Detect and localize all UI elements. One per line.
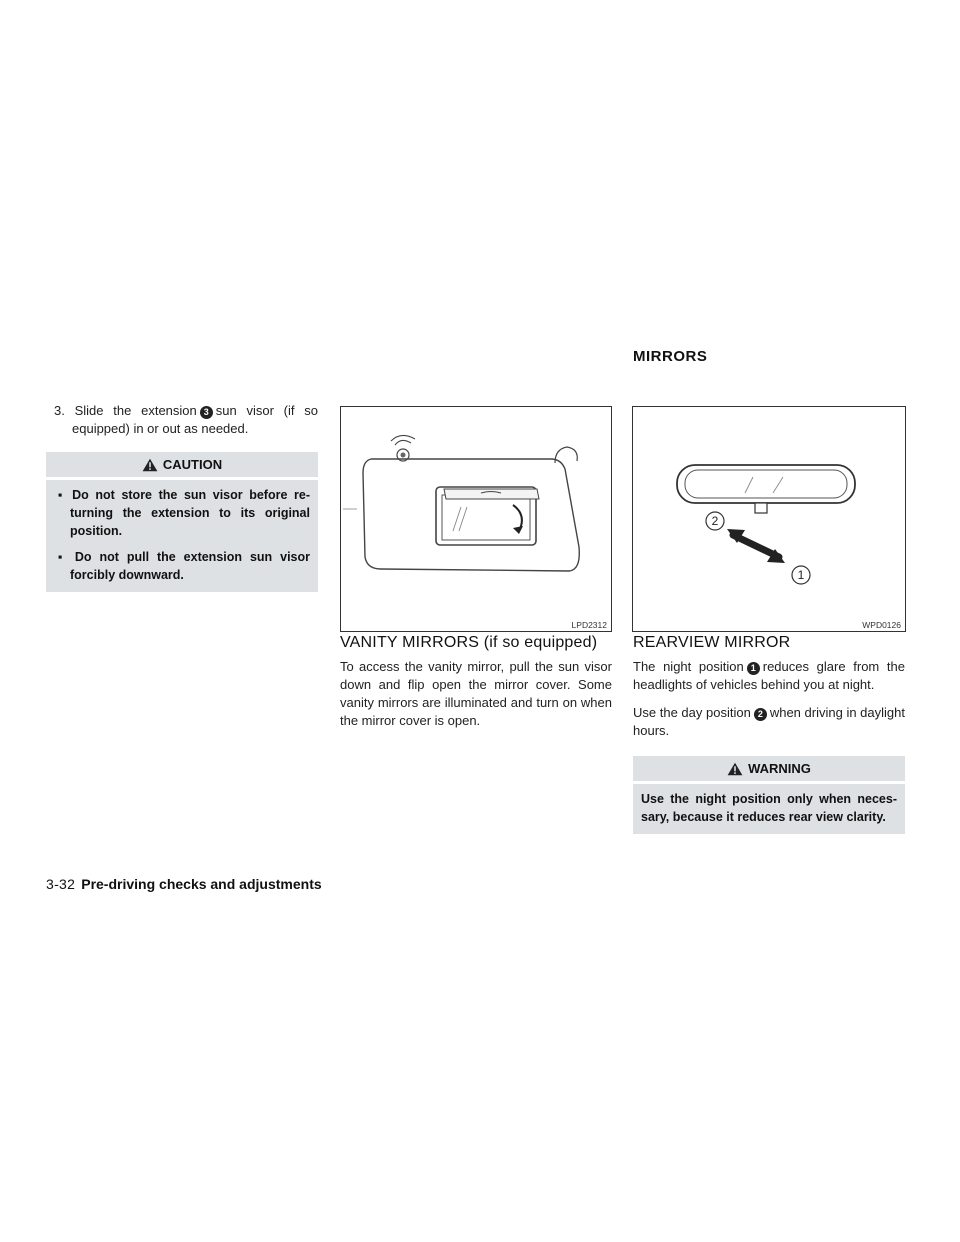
step-text-after: sun visor (if so equipped) in or out as needed. xyxy=(72,403,318,436)
sun-visor-illustration xyxy=(341,407,611,631)
figure-label-1: 1 xyxy=(797,568,805,582)
step-text-before: Slide the extension xyxy=(74,403,197,418)
vanity-text-block xyxy=(340,658,612,740)
warning-body xyxy=(633,781,905,834)
caution-title: CAUTION xyxy=(162,457,223,472)
caution-item: ▪ Do not pull the extension sun visor forcibly downward. xyxy=(58,550,310,582)
callout-1-icon: 1 xyxy=(747,662,760,675)
figure-code: LPD2312 xyxy=(571,620,607,630)
rearview-paragraph-1: The night position 1 reduces glare from the headlights of vehicles behind you at night. xyxy=(633,659,905,692)
figure-code: WPD0126 xyxy=(862,620,901,630)
vanity-paragraph: To access the vanity mirror, pull the sun visor down and flip open the mirror cover. Some vanity mirrors are illuminated and turn on when the mirror cover is open. xyxy=(340,659,612,728)
warning-box xyxy=(633,756,905,834)
callout-2-icon: 2 xyxy=(754,708,767,721)
rearview-text-block xyxy=(633,658,905,834)
warning-triangle-icon xyxy=(727,762,743,776)
figure-label-2: 2 xyxy=(711,514,719,528)
vanity-heading: VANITY MIRRORS (if so equipped) xyxy=(340,634,598,651)
rearview-mirror-figure xyxy=(632,406,906,632)
page-footer xyxy=(46,876,322,892)
rearview-paragraph-2: Use the day position 2 when driving in daylight hours. xyxy=(633,705,905,738)
warning-header xyxy=(633,756,905,781)
warning-text: Use the night position only when neces-sary, because it reduces rear view clarity. xyxy=(641,792,897,824)
caution-header xyxy=(46,452,318,477)
caution-item: ▪ Do not store the sun visor before re-turning the extension to its original position. xyxy=(58,488,310,538)
rearview-heading: REARVIEW MIRROR xyxy=(633,634,791,651)
rearview-mirror-illustration xyxy=(633,407,905,631)
warning-title: WARNING xyxy=(748,761,811,776)
step-3 xyxy=(46,402,318,438)
vanity-mirror-figure xyxy=(340,406,612,632)
caution-box xyxy=(46,452,318,592)
page-number: 3-32 xyxy=(46,876,76,892)
callout-3-icon: 3 xyxy=(200,406,213,419)
section-title: MIRRORS xyxy=(633,348,708,365)
step-number: 3. xyxy=(54,403,65,418)
column-sun-visor xyxy=(46,402,318,592)
warning-triangle-icon xyxy=(142,458,158,472)
caution-body xyxy=(46,477,318,592)
chapter-title: Pre-driving checks and adjustments xyxy=(81,876,322,892)
